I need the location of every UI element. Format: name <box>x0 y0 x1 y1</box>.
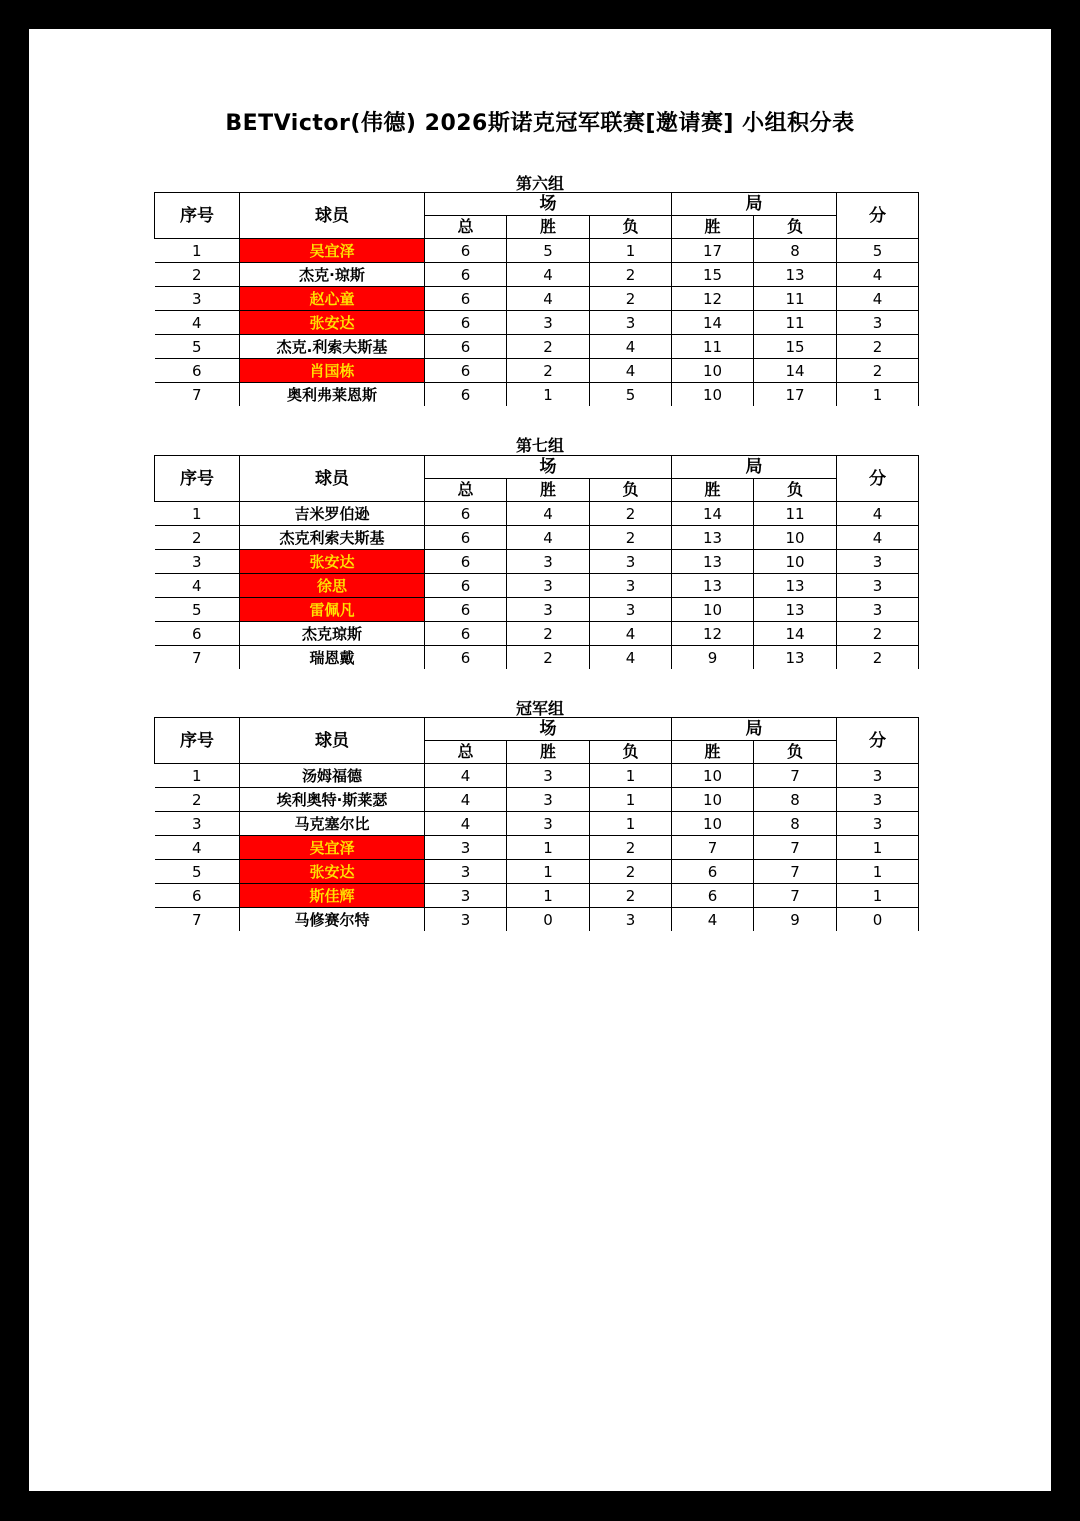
header-total: 总 <box>425 216 507 239</box>
won-cell: 1 <box>507 836 590 860</box>
table-row <box>155 788 919 812</box>
table-row <box>155 884 919 908</box>
won-cell: 3 <box>507 550 590 574</box>
table-row <box>155 526 919 550</box>
header-won: 胜 <box>507 479 590 502</box>
lost-cell: 1 <box>590 764 672 788</box>
won-cell: 4 <box>507 287 590 311</box>
frames-won-cell: 13 <box>672 550 754 574</box>
header-won: 胜 <box>507 216 590 239</box>
rank-cell: 1 <box>155 502 240 526</box>
total-cell: 3 <box>425 884 507 908</box>
table-row <box>155 239 919 263</box>
standings-table <box>154 192 919 406</box>
rank-cell: 3 <box>155 550 240 574</box>
header-frames-won: 胜 <box>672 216 754 239</box>
lost-cell: 4 <box>590 622 672 646</box>
table-row <box>155 622 919 646</box>
won-cell: 2 <box>507 622 590 646</box>
player-cell: 张安达 <box>240 860 425 884</box>
frames-lost-cell: 7 <box>754 884 837 908</box>
header-total: 总 <box>425 479 507 502</box>
points-cell: 2 <box>837 359 919 383</box>
won-cell: 3 <box>507 788 590 812</box>
points-cell: 3 <box>837 764 919 788</box>
won-cell: 2 <box>507 335 590 359</box>
table-row <box>155 359 919 383</box>
player-cell: 马克塞尔比 <box>240 812 425 836</box>
lost-cell: 2 <box>590 836 672 860</box>
won-cell: 3 <box>507 812 590 836</box>
won-cell: 3 <box>507 574 590 598</box>
total-cell: 6 <box>425 646 507 670</box>
rank-cell: 2 <box>155 263 240 287</box>
frames-lost-cell: 7 <box>754 860 837 884</box>
won-cell: 2 <box>507 359 590 383</box>
lost-cell: 2 <box>590 287 672 311</box>
frames-lost-cell: 11 <box>754 502 837 526</box>
lost-cell: 5 <box>590 383 672 407</box>
player-cell: 奥利弗莱恩斯 <box>240 383 425 407</box>
frames-won-cell: 10 <box>672 383 754 407</box>
player-cell: 张安达 <box>240 311 425 335</box>
points-cell: 4 <box>837 263 919 287</box>
total-cell: 6 <box>425 550 507 574</box>
won-cell: 1 <box>507 884 590 908</box>
table-row <box>155 550 919 574</box>
frames-lost-cell: 14 <box>754 622 837 646</box>
player-cell: 赵心童 <box>240 287 425 311</box>
points-cell: 5 <box>837 239 919 263</box>
points-cell: 3 <box>837 812 919 836</box>
header-player: 球员 <box>240 718 425 764</box>
frames-lost-cell: 13 <box>754 574 837 598</box>
frames-won-cell: 11 <box>672 335 754 359</box>
header-lost: 负 <box>590 741 672 764</box>
lost-cell: 2 <box>590 526 672 550</box>
rank-cell: 7 <box>155 908 240 932</box>
won-cell: 5 <box>507 239 590 263</box>
frames-won-cell: 13 <box>672 574 754 598</box>
rank-cell: 3 <box>155 812 240 836</box>
player-cell: 杰克.利索夫斯基 <box>240 335 425 359</box>
rank-cell: 1 <box>155 239 240 263</box>
header-points: 分 <box>837 193 919 239</box>
frames-lost-cell: 13 <box>754 646 837 670</box>
rank-cell: 6 <box>155 884 240 908</box>
table-row <box>155 908 919 932</box>
frames-lost-cell: 9 <box>754 908 837 932</box>
points-cell: 3 <box>837 311 919 335</box>
group-title: 第七组 <box>515 436 564 455</box>
lost-cell: 3 <box>590 550 672 574</box>
total-cell: 3 <box>425 860 507 884</box>
total-cell: 6 <box>425 287 507 311</box>
frames-won-cell: 6 <box>672 860 754 884</box>
frames-lost-cell: 17 <box>754 383 837 407</box>
lost-cell: 2 <box>590 884 672 908</box>
table-row <box>155 335 919 359</box>
rank-cell: 6 <box>155 622 240 646</box>
lost-cell: 2 <box>590 860 672 884</box>
table-row <box>155 764 919 788</box>
frames-won-cell: 12 <box>672 287 754 311</box>
frames-won-cell: 7 <box>672 836 754 860</box>
player-cell: 徐思 <box>240 574 425 598</box>
header-frames-lost: 负 <box>754 479 837 502</box>
total-cell: 6 <box>425 239 507 263</box>
header-frames-won: 胜 <box>672 741 754 764</box>
group-title: 冠军组 <box>515 699 564 718</box>
player-cell: 雷佩凡 <box>240 598 425 622</box>
header-player: 球员 <box>240 193 425 239</box>
table-row <box>155 646 919 670</box>
table-row <box>155 574 919 598</box>
player-cell: 杰克·琼斯 <box>240 263 425 287</box>
lost-cell: 3 <box>590 908 672 932</box>
frames-lost-cell: 13 <box>754 598 837 622</box>
rank-cell: 5 <box>155 860 240 884</box>
frames-lost-cell: 7 <box>754 836 837 860</box>
player-cell: 肖国栋 <box>240 359 425 383</box>
rank-cell: 1 <box>155 764 240 788</box>
header-frames-lost: 负 <box>754 216 837 239</box>
total-cell: 6 <box>425 359 507 383</box>
header-matches: 场 <box>425 718 672 741</box>
header-frames: 局 <box>672 193 837 216</box>
frames-lost-cell: 13 <box>754 263 837 287</box>
points-cell: 3 <box>837 598 919 622</box>
table-row <box>155 598 919 622</box>
header-frames-lost: 负 <box>754 741 837 764</box>
standings-table <box>154 455 919 669</box>
total-cell: 3 <box>425 836 507 860</box>
points-cell: 1 <box>837 383 919 407</box>
header-rank: 序号 <box>155 718 240 764</box>
points-cell: 1 <box>837 836 919 860</box>
frames-won-cell: 10 <box>672 764 754 788</box>
header-total: 总 <box>425 741 507 764</box>
won-cell: 1 <box>507 383 590 407</box>
frames-lost-cell: 8 <box>754 239 837 263</box>
won-cell: 4 <box>507 526 590 550</box>
lost-cell: 1 <box>590 239 672 263</box>
rank-cell: 4 <box>155 836 240 860</box>
lost-cell: 3 <box>590 311 672 335</box>
lost-cell: 4 <box>590 335 672 359</box>
rank-cell: 7 <box>155 646 240 670</box>
frames-lost-cell: 10 <box>754 526 837 550</box>
frames-lost-cell: 8 <box>754 812 837 836</box>
points-cell: 0 <box>837 908 919 932</box>
table-row <box>155 287 919 311</box>
player-cell: 斯佳辉 <box>240 884 425 908</box>
points-cell: 2 <box>837 335 919 359</box>
standings-table <box>154 717 919 931</box>
header-player: 球员 <box>240 456 425 502</box>
rank-cell: 5 <box>155 598 240 622</box>
header-won: 胜 <box>507 741 590 764</box>
player-cell: 张安达 <box>240 550 425 574</box>
header-lost: 负 <box>590 216 672 239</box>
group-title: 第六组 <box>515 174 564 193</box>
header-matches: 场 <box>425 193 672 216</box>
frames-won-cell: 4 <box>672 908 754 932</box>
points-cell: 3 <box>837 788 919 812</box>
table-row <box>155 860 919 884</box>
frames-lost-cell: 7 <box>754 764 837 788</box>
frames-won-cell: 15 <box>672 263 754 287</box>
redaction-blob <box>850 1491 1080 1521</box>
total-cell: 3 <box>425 908 507 932</box>
player-cell: 杰克利索夫斯基 <box>240 526 425 550</box>
rank-cell: 2 <box>155 788 240 812</box>
frames-won-cell: 10 <box>672 788 754 812</box>
points-cell: 4 <box>837 287 919 311</box>
won-cell: 2 <box>507 646 590 670</box>
rank-cell: 4 <box>155 574 240 598</box>
header-rank: 序号 <box>155 456 240 502</box>
frames-won-cell: 9 <box>672 646 754 670</box>
won-cell: 1 <box>507 860 590 884</box>
table-row <box>155 311 919 335</box>
rank-cell: 2 <box>155 526 240 550</box>
total-cell: 6 <box>425 335 507 359</box>
frames-lost-cell: 14 <box>754 359 837 383</box>
rank-cell: 6 <box>155 359 240 383</box>
header-frames: 局 <box>672 718 837 741</box>
rank-cell: 5 <box>155 335 240 359</box>
won-cell: 3 <box>507 598 590 622</box>
frames-lost-cell: 15 <box>754 335 837 359</box>
total-cell: 6 <box>425 383 507 407</box>
table-row <box>155 263 919 287</box>
table-row <box>155 812 919 836</box>
won-cell: 3 <box>507 764 590 788</box>
header-row <box>155 718 919 741</box>
lost-cell: 2 <box>590 263 672 287</box>
total-cell: 6 <box>425 263 507 287</box>
total-cell: 6 <box>425 311 507 335</box>
won-cell: 4 <box>507 263 590 287</box>
won-cell: 0 <box>507 908 590 932</box>
player-cell: 吴宜泽 <box>240 836 425 860</box>
header-row <box>155 456 919 479</box>
points-cell: 3 <box>837 574 919 598</box>
document-title: BETVictor(伟德) 2026斯诺克冠军联赛[邀请赛] 小组积分表 <box>225 111 855 136</box>
frames-won-cell: 10 <box>672 598 754 622</box>
won-cell: 4 <box>507 502 590 526</box>
rank-cell: 4 <box>155 311 240 335</box>
header-lost: 负 <box>590 479 672 502</box>
header-points: 分 <box>837 456 919 502</box>
points-cell: 1 <box>837 860 919 884</box>
frames-won-cell: 14 <box>672 311 754 335</box>
total-cell: 6 <box>425 598 507 622</box>
total-cell: 6 <box>425 574 507 598</box>
points-cell: 2 <box>837 646 919 670</box>
frames-won-cell: 12 <box>672 622 754 646</box>
points-cell: 2 <box>837 622 919 646</box>
frames-lost-cell: 11 <box>754 287 837 311</box>
frames-won-cell: 14 <box>672 502 754 526</box>
header-rank: 序号 <box>155 193 240 239</box>
frames-lost-cell: 11 <box>754 311 837 335</box>
points-cell: 1 <box>837 884 919 908</box>
lost-cell: 3 <box>590 598 672 622</box>
player-cell: 瑞恩戴 <box>240 646 425 670</box>
header-matches: 场 <box>425 456 672 479</box>
lost-cell: 4 <box>590 359 672 383</box>
lost-cell: 1 <box>590 788 672 812</box>
frames-won-cell: 6 <box>672 884 754 908</box>
rank-cell: 7 <box>155 383 240 407</box>
frames-won-cell: 13 <box>672 526 754 550</box>
player-cell: 吉米罗伯逊 <box>240 502 425 526</box>
points-cell: 4 <box>837 502 919 526</box>
lost-cell: 3 <box>590 574 672 598</box>
header-frames: 局 <box>672 456 837 479</box>
total-cell: 6 <box>425 502 507 526</box>
points-cell: 3 <box>837 550 919 574</box>
player-cell: 吴宜泽 <box>240 239 425 263</box>
total-cell: 4 <box>425 788 507 812</box>
rank-cell: 3 <box>155 287 240 311</box>
won-cell: 3 <box>507 311 590 335</box>
table-row <box>155 383 919 407</box>
total-cell: 4 <box>425 764 507 788</box>
header-points: 分 <box>837 718 919 764</box>
frames-won-cell: 10 <box>672 359 754 383</box>
frames-won-cell: 10 <box>672 812 754 836</box>
lost-cell: 4 <box>590 646 672 670</box>
frames-lost-cell: 8 <box>754 788 837 812</box>
frames-won-cell: 17 <box>672 239 754 263</box>
frames-lost-cell: 10 <box>754 550 837 574</box>
lost-cell: 2 <box>590 502 672 526</box>
player-cell: 杰克琼斯 <box>240 622 425 646</box>
total-cell: 6 <box>425 622 507 646</box>
points-cell: 4 <box>837 526 919 550</box>
table-row <box>155 502 919 526</box>
header-frames-won: 胜 <box>672 479 754 502</box>
total-cell: 6 <box>425 526 507 550</box>
total-cell: 4 <box>425 812 507 836</box>
lost-cell: 1 <box>590 812 672 836</box>
player-cell: 马修赛尔特 <box>240 908 425 932</box>
table-row <box>155 836 919 860</box>
player-cell: 埃利奥特·斯莱瑟 <box>240 788 425 812</box>
player-cell: 汤姆福德 <box>240 764 425 788</box>
header-row <box>155 193 919 216</box>
